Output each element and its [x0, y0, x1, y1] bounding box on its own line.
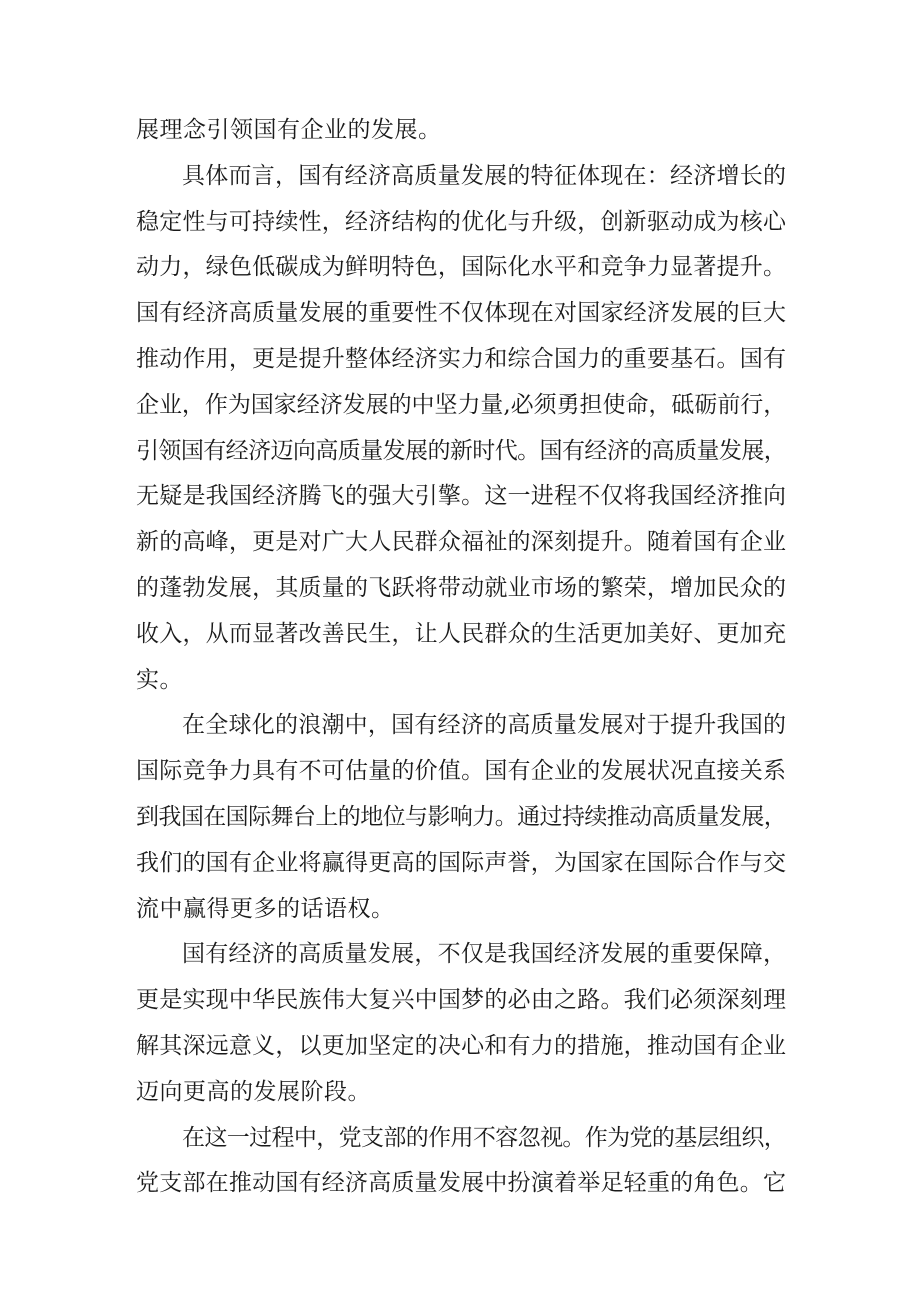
text-line: 国有经济的高质量发展，不仅是我国经济发展的重要保障， [182, 941, 786, 968]
document-body [136, 108, 786, 1207]
text-line: 动力，绿色低碳成为鲜明特色，国际化水平和竞争力显著提升。 [136, 254, 786, 281]
text-line: 党支部在推动国有经济高质量发展中扮演着举足轻重的角色。它 [136, 1170, 786, 1197]
text-line: 推动作用，更是提升整体经济实力和综合国力的重要基石。国有 [136, 345, 786, 372]
text-line: 的蓬勃发展，其质量的飞跃将带动就业市场的繁荣，增加民众的 [136, 574, 786, 601]
text-line: 新的高峰，更是对广大人民群众福祉的深刻提升。随着国有企业 [136, 529, 786, 556]
text-line: 更是实现中华民族伟大复兴中国梦的必由之路。我们必须深刻理 [136, 987, 786, 1014]
paragraph [136, 108, 786, 154]
text-line: 流中赢得更多的话语权。 [136, 895, 395, 922]
text-line: 收入，从而显著改善民生，让人民群众的生活更加美好、更加充 [136, 620, 786, 647]
text-line: 迈向更高的发展阶段。 [136, 1078, 371, 1105]
paragraph [136, 1116, 786, 1208]
text-line: 在这一过程中，党支部的作用不容忽视。作为党的基层组织， [182, 1124, 786, 1151]
paragraph [136, 932, 786, 1115]
text-line: 到我国在国际舞台上的地位与影响力。通过持续推动高质量发展， [136, 803, 786, 830]
text-line: 实。 [136, 666, 183, 693]
text-line: 解其深远意义，以更加坚定的决心和有力的措施，推动国有企业 [136, 1032, 786, 1059]
text-line: 稳定性与可持续性，经济结构的优化与升级，创新驱动成为核心 [136, 208, 786, 235]
text-line: 国有经济高质量发展的重要性不仅体现在对国家经济发展的巨大 [136, 300, 786, 327]
text-line: 引领国有经济迈向高质量发展的新时代。国有经济的高质量发展， [136, 437, 786, 464]
text-line: 我们的国有企业将赢得更高的国际声誉，为国家在国际合作与交 [136, 849, 786, 876]
paragraph [136, 154, 786, 704]
text-line: 展理念引领国有企业的发展。 [136, 117, 442, 143]
text-line: 在全球化的浪潮中，国有经济的高质量发展对于提升我国的 [182, 712, 786, 739]
paragraph [136, 703, 786, 932]
text-line: 企业，作为国家经济发展的中坚力量,必须勇担使命，砥砺前行， [136, 391, 786, 418]
text-line: 国际竞争力具有不可估量的价值。国有企业的发展状况直接关系 [136, 758, 786, 785]
text-line: 无疑是我国经济腾飞的强大引擎。这一进程不仅将我国经济推向 [136, 483, 786, 510]
text-line: 具体而言，国有经济高质量发展的特征体现在：经济增长的 [182, 162, 786, 189]
